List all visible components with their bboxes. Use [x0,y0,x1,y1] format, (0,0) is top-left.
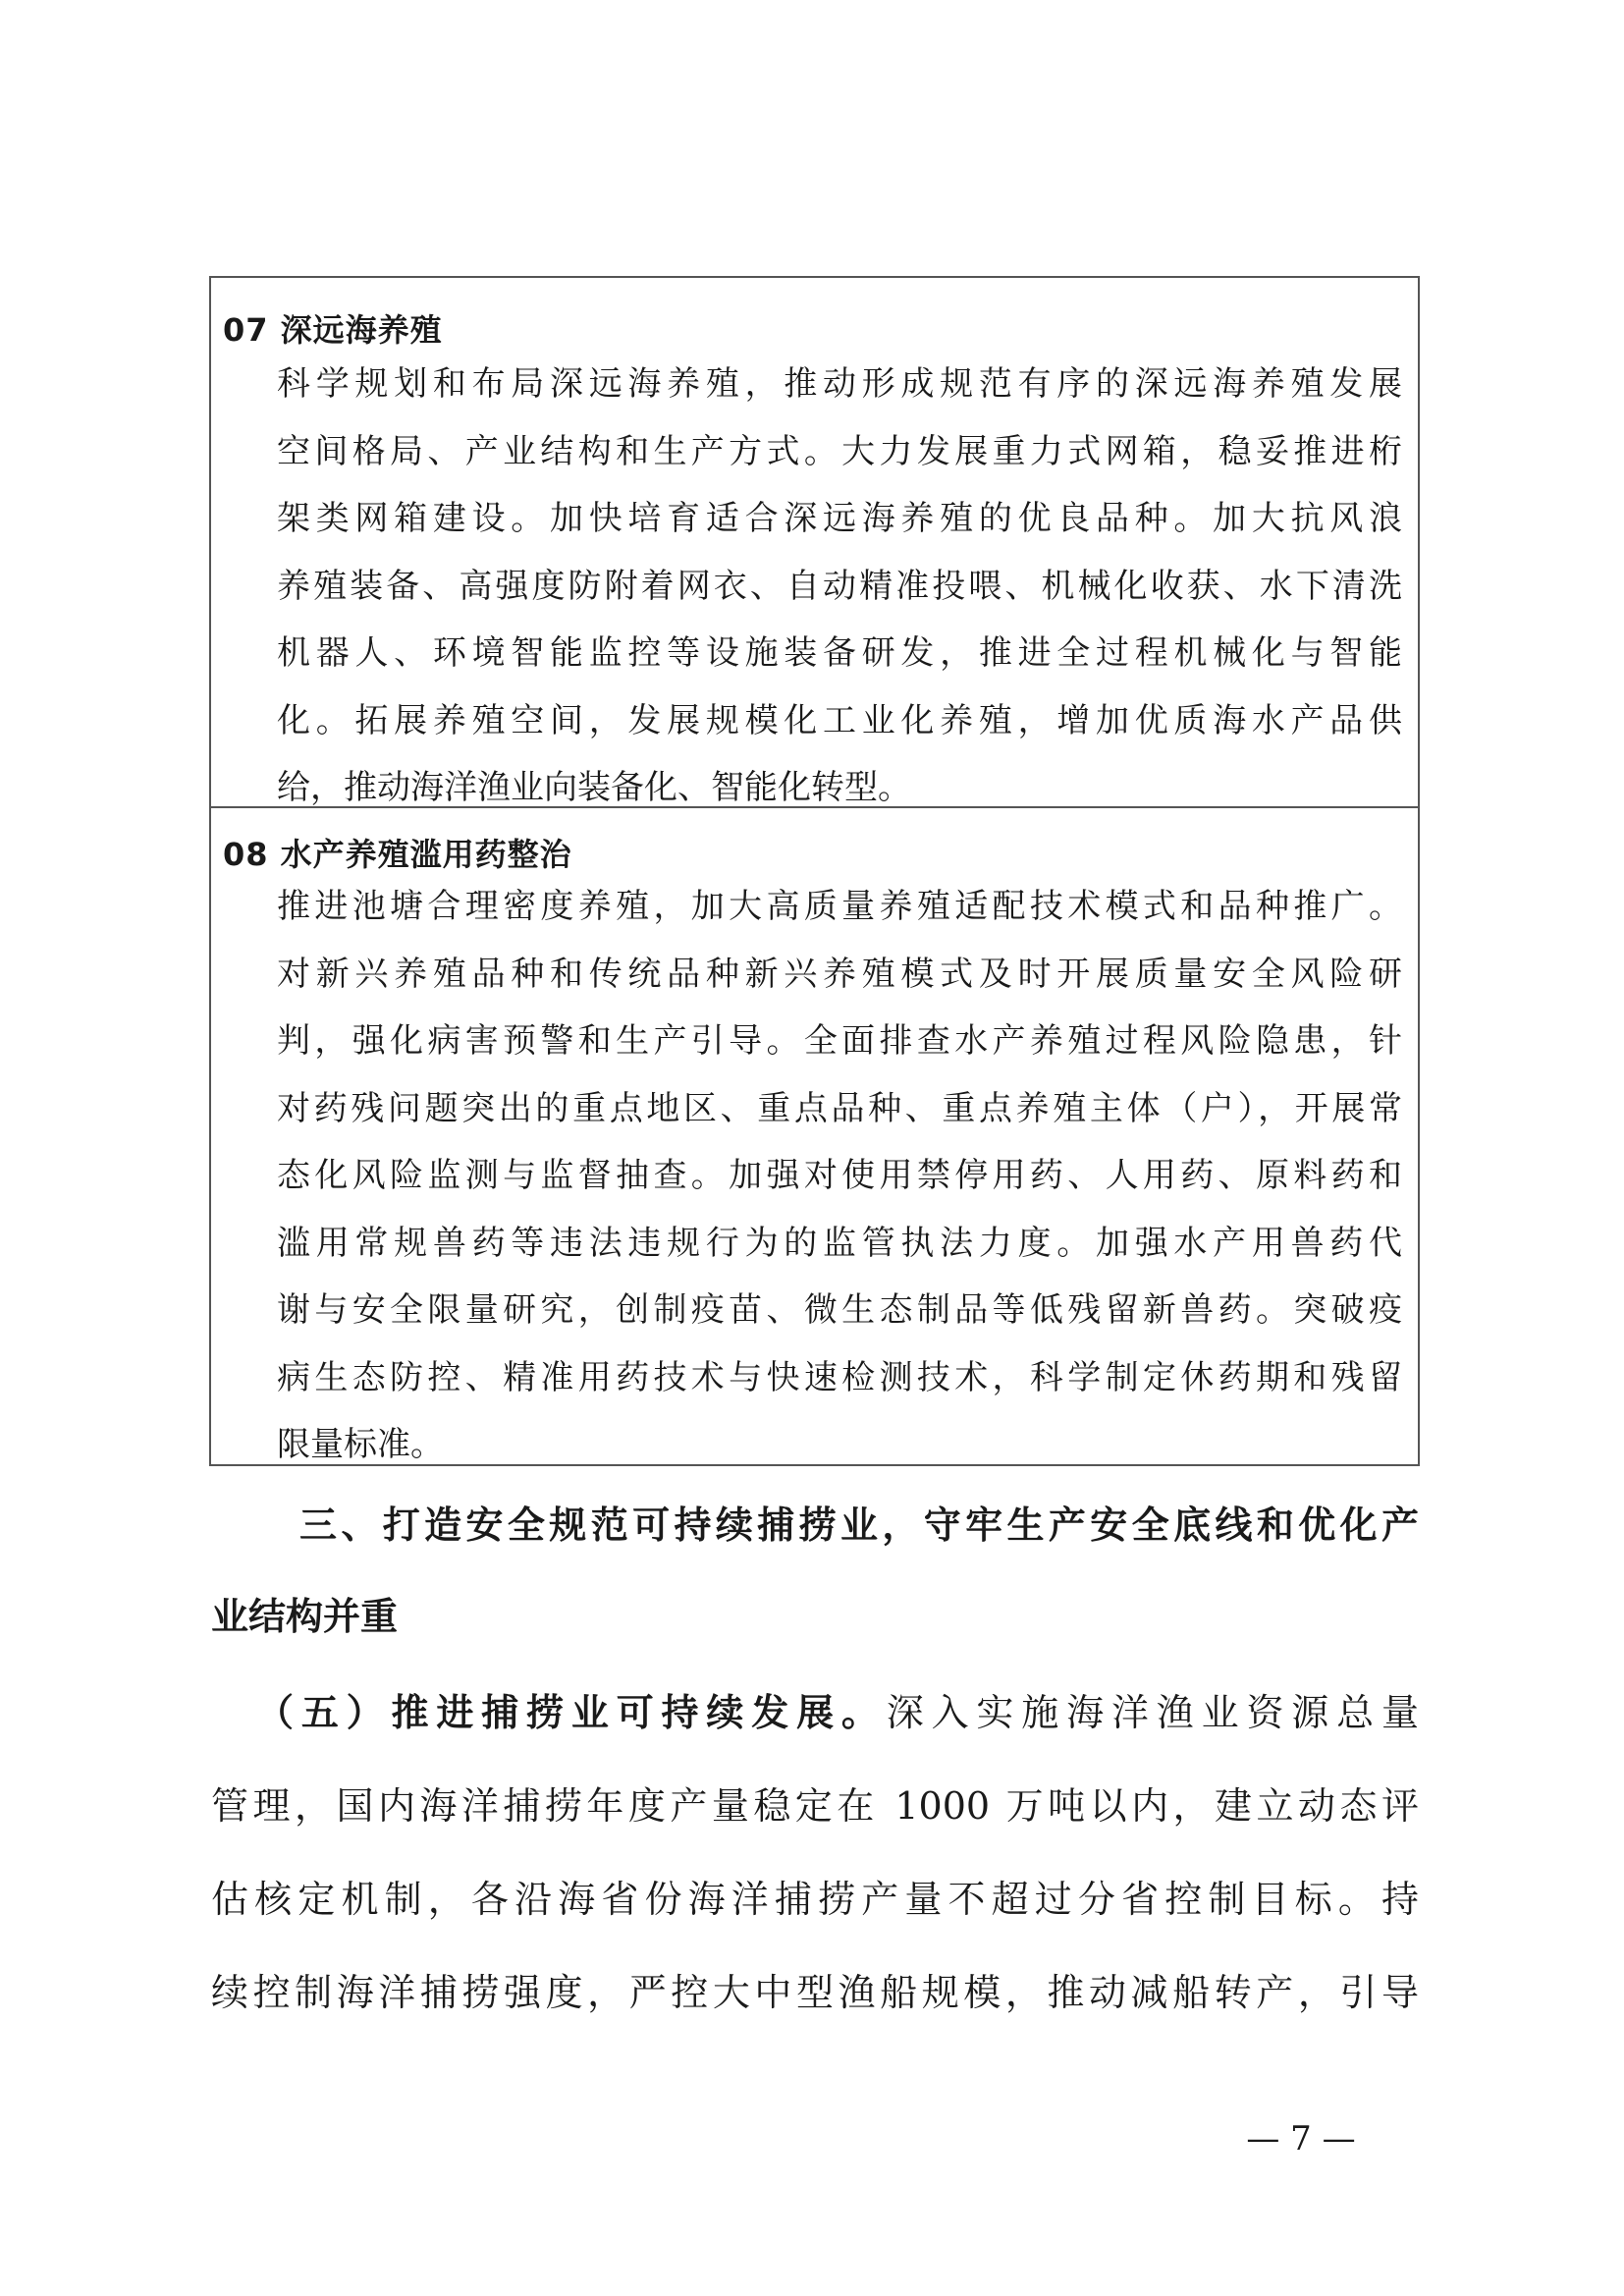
box-text-line: 科学规划和布局深远海养殖，推动形成规范有序的深远海养殖发展 [277,364,1402,404]
box-text-line: 机器人、环境智能监控等设施装备研发，推进全过程机械化与智能 [277,633,1402,673]
box-text-line: 滥用常规兽药等违法违规行为的监管执法力度。加强水产用兽药代 [277,1223,1402,1263]
box-title: 08 水产养殖滥用药整治 [223,836,572,873]
box-text-line: 化。拓展养殖空间，发展规模化工业化养殖，增加优质海水产品供 [277,700,1402,740]
paragraph-text: 深入实施海洋渔业资源总量 [886,1691,1419,1734]
section-heading-line: 三、打造安全规范可持续捕捞业，守牢生产安全底线和优化产 [299,1503,1419,1547]
box-text-line: 谢与安全限量研究，创制疫苗、微生态制品等低残留新兽药。突破疫 [277,1290,1402,1330]
paragraph-line: 续控制海洋捕捞强度，严控大中型渔船规模，推动减船转产，引导 [211,1971,1419,2014]
key-project-box-08 [209,808,1420,1466]
box-text-line: 空间格局、产业结构和生产方式。大力发展重力式网箱，稳妥推进桁 [277,431,1402,471]
paragraph-line: 管理，国内海洋捕捞年度产量稳定在 1000 万吨以内，建立动态评 [211,1784,1419,1828]
box-text-line: 养殖装备、高强度防附着网衣、自动精准投喂、机械化收获、水下清洗 [277,566,1402,606]
page-number: — 7 — [1246,2119,1356,2159]
box-text-line: 判，强化病害预警和生产引导。全面排查水产养殖过程风险隐患，针 [277,1021,1402,1061]
box-text-line: 病生态防控、精准用药技术与快速检测技术，科学制定休药期和残留 [277,1357,1402,1397]
paragraph-line [211,1667,1419,1760]
box-body [277,873,1402,1479]
box-text-line: 对药残问题突出的重点地区、重点品种、重点养殖主体（户），开展常 [277,1088,1402,1128]
box-text-line: 态化风险监测与监督抽查。加强对使用禁停用药、人用药、原料药和 [277,1156,1402,1195]
box-text-line: 架类网箱建设。加快培育适合深远海养殖的优良品种。加大抗风浪 [277,499,1402,538]
box-text-line: 对新兴养殖品种和传统品种新兴养殖模式及时开展质量安全风险研 [277,954,1402,994]
paragraph-lead-heading: （五）推进捕捞业可持续发展。 [256,1691,887,1734]
paragraph-line: 估核定机制，各沿海省份海洋捕捞产量不超过分省控制目标。持 [211,1878,1419,1921]
key-project-box-07 [209,276,1420,808]
box-text-line: 推进池塘合理密度养殖，加大高质量养殖适配技术模式和品种推广。 [277,887,1402,926]
box-text-line: 限量标准。 [277,1425,444,1464]
section-heading-line: 业结构并重 [211,1595,399,1638]
body-paragraph [211,1667,1419,2040]
box-text-line: 给，推动海洋渔业向装备化、智能化转型。 [277,768,911,807]
box-title: 07 深远海养殖 [223,311,443,349]
box-body [277,351,1402,822]
